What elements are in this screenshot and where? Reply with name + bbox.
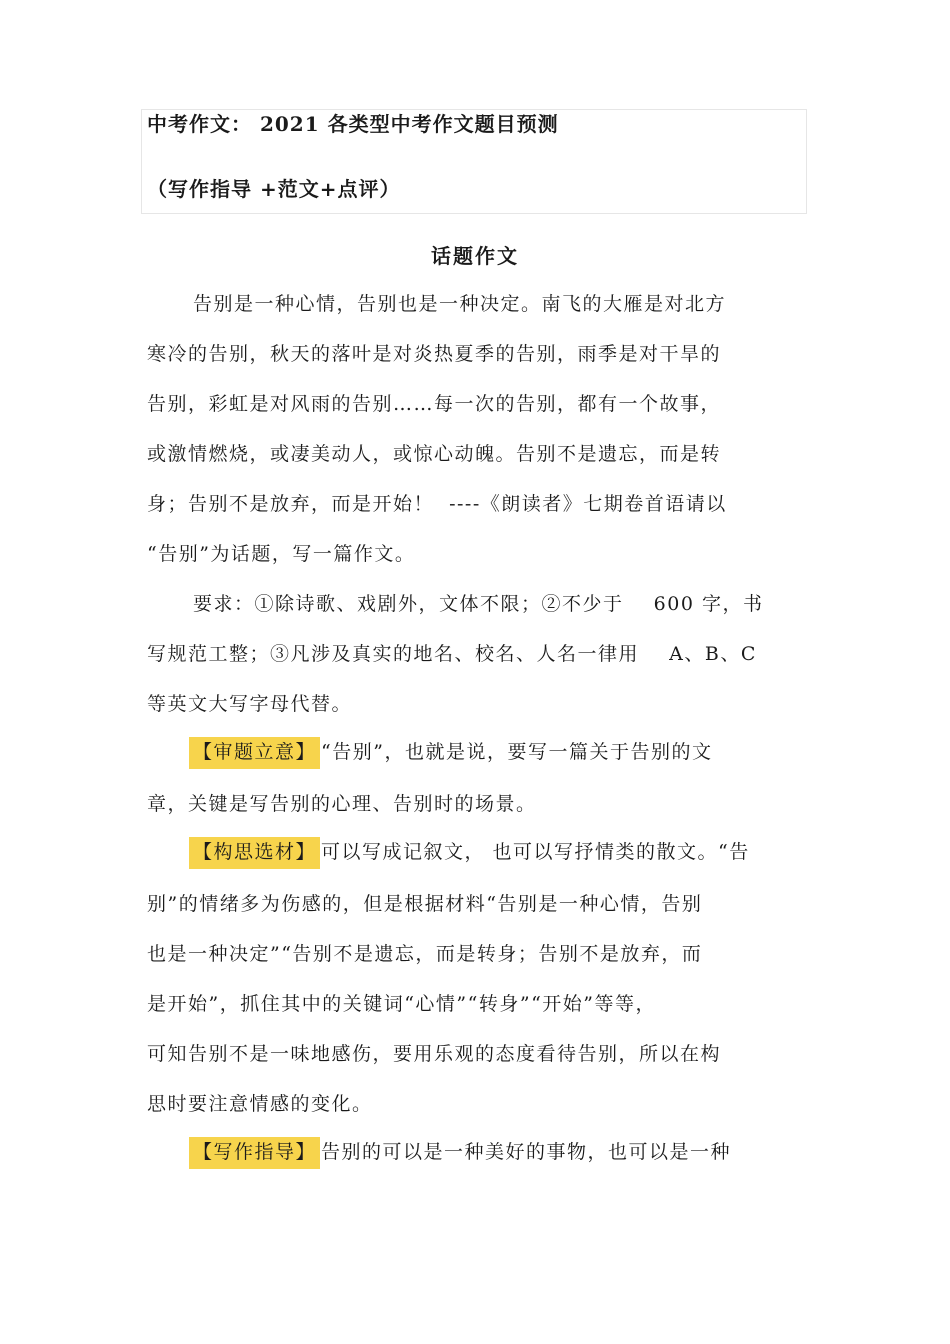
gousi-line: 可知告别不是一味地感伤，要用乐观的态度看待告别，所以在构 bbox=[147, 1043, 722, 1065]
prompt-line: 告别，彩虹是对风雨的告别……每一次的告别，都有一个故事， bbox=[147, 393, 722, 415]
shenti-line: 章，关键是写告别的心理、告别时的场景。 bbox=[147, 793, 537, 815]
gousi-tag: 【构思选材】 bbox=[189, 837, 320, 869]
requirements-line: 写规范工整；③凡涉及真实的地名、校名、人名一律用 A、B、C bbox=[147, 643, 757, 665]
document-title: 中考作文： 2021 各类型中考作文题目预测 bbox=[147, 112, 559, 136]
prompt-line: 寒冷的告别，秋天的落叶是对炎热夏季的告别，雨季是对干旱的 bbox=[147, 343, 722, 365]
shenti-tag: 【审题立意】 bbox=[189, 737, 320, 769]
gousi-text: 可以写成记叙文， 也可以写抒情类的散文。“告 bbox=[321, 841, 750, 863]
gousi-line: 思时要注意情感的变化。 bbox=[147, 1093, 373, 1115]
xiezuo-paragraph-first-line bbox=[189, 1137, 731, 1169]
gousi-paragraph-first-line bbox=[189, 837, 750, 869]
prompt-line: 告别是一种心情，告别也是一种决定。南飞的大雁是对北方 bbox=[193, 293, 727, 315]
shenti-paragraph-first-line bbox=[189, 737, 712, 769]
requirements-line: 等英文大写字母代替。 bbox=[147, 693, 353, 715]
prompt-line: 或激情燃烧，或凄美动人，或惊心动魄。告别不是遗忘，而是转 bbox=[147, 443, 722, 465]
xiezuo-tag: 【写作指导】 bbox=[189, 1137, 320, 1169]
gousi-line: 也是一种决定”“告别不是遗忘，而是转身；告别不是放弃，而 bbox=[147, 943, 703, 965]
document-subtitle: （写作指导 +范文+点评） bbox=[147, 177, 401, 201]
section-title: 话题作文 bbox=[431, 244, 519, 268]
gousi-line: 别”的情绪多为伤感的，但是根据材料“告别是一种心情，告别 bbox=[147, 893, 703, 915]
prompt-line: 身；告别不是放弃，而是开始！ ----《朗读者》七期卷首语请以 bbox=[147, 493, 727, 515]
prompt-line: “告别”为话题，写一篇作文。 bbox=[147, 543, 416, 565]
shenti-text: “告别”，也就是说，要写一篇关于告别的文 bbox=[321, 741, 713, 763]
gousi-line: 是开始”，抓住其中的关键词“心情”“转身”“开始”等等， bbox=[147, 993, 656, 1015]
requirements-line: 要求：①除诗歌、戏剧外，文体不限；②不少于 600 字，书 bbox=[193, 593, 764, 615]
xiezuo-text: 告别的可以是一种美好的事物，也可以是一种 bbox=[321, 1141, 732, 1163]
